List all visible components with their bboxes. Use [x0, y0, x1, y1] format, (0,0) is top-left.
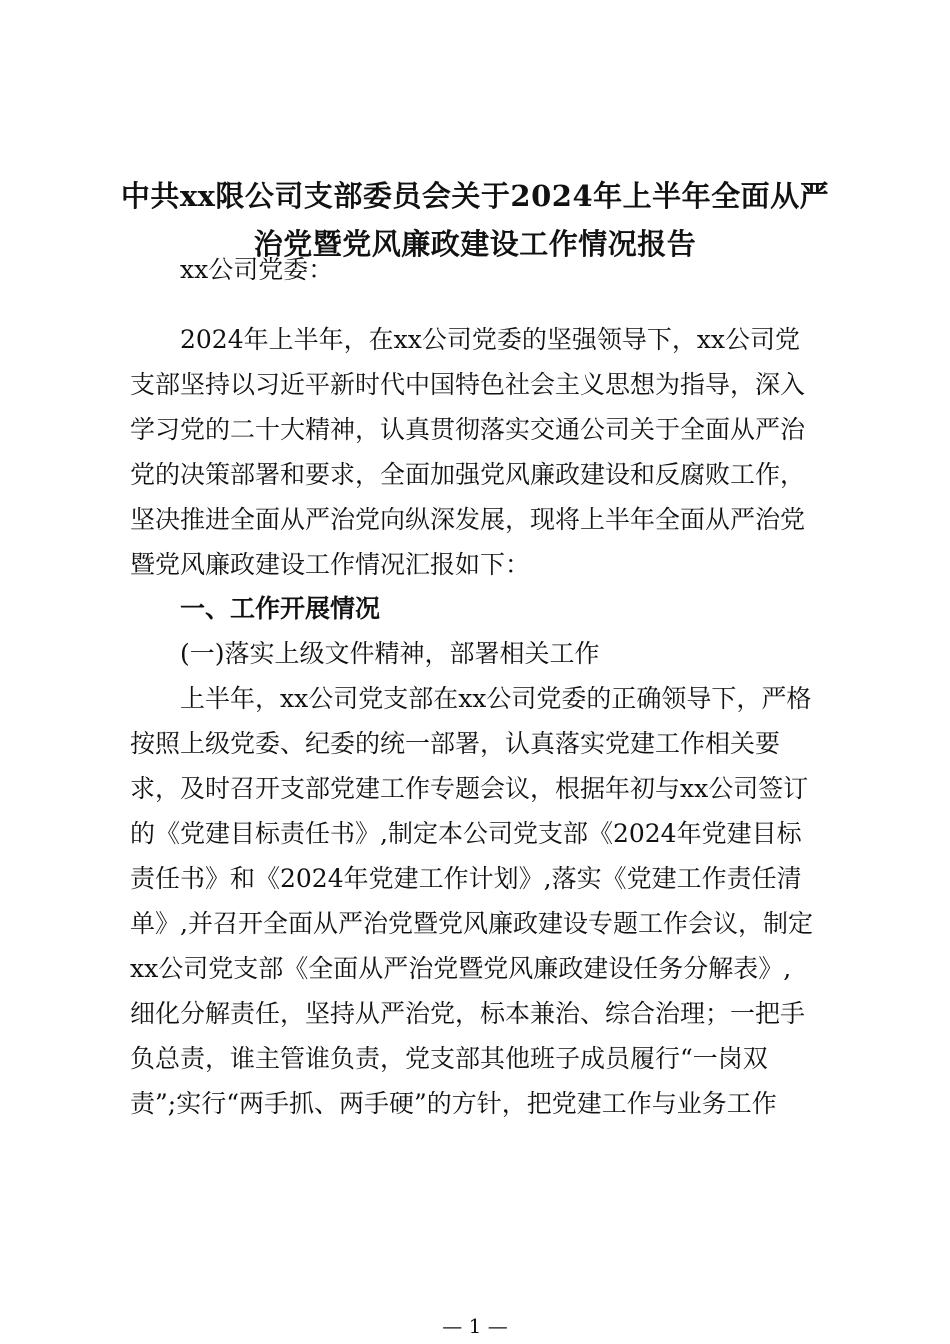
body-line: 责”;实行“两手抓、两手硬”的方针，把党建工作与业务工作: [130, 1089, 777, 1118]
body-line: 细化分解责任，坚持从严治党，标本兼治、综合治理；一把手: [130, 999, 806, 1028]
intro-line: 坚决推进全面从严治党向纵深发展，现将上半年全面从严治党: [130, 505, 806, 534]
intro-line: 2024年上半年，在xx公司党委的坚强领导下，xx公司党: [180, 325, 801, 354]
salutation: xx公司党委：: [180, 255, 334, 284]
body-line: 负总责，谁主管谁负责，党支部其他班子成员履行“一岗双: [130, 1044, 768, 1073]
section-heading: 一、工作开展情况: [180, 594, 381, 623]
intro-line: 学习党的二十大精神，认真贯彻落实交通公司关于全面从严治: [130, 415, 806, 444]
intro-line: 党的决策部署和要求，全面加强党风廉政建设和反腐败工作，: [130, 460, 806, 489]
document-title-line-1: 中共xx限公司支部委员会关于2024年上半年全面从严: [120, 179, 830, 213]
body-line: 求，及时召开支部党建工作专题会议，根据年初与xx公司签订: [130, 774, 809, 803]
body-line: 单》,并召开全面从严治党暨党风廉政建设专题工作会议，制定: [130, 909, 813, 938]
subsection-heading: (一)落实上级文件精神，部署相关工作: [180, 639, 600, 668]
body-line: 上半年，xx公司党支部在xx公司党委的正确领导下，严格: [180, 684, 812, 713]
body-line: 的《党建目标责任书》,制定本公司党支部《2024年党建目标: [130, 819, 802, 848]
body-line: 按照上级党委、纪委的统一部署，认真落实党建工作相关要: [130, 729, 781, 758]
body-line: xx公司党支部《全面从严治党暨党风廉政建设任务分解表》,: [130, 954, 792, 983]
document-title-line-2: 治党暨党风廉政建设工作情况报告: [253, 227, 697, 261]
page-number: — 1 —: [442, 1314, 508, 1338]
body-line: 责任书》和《2024年党建工作计划》,落实《党建工作责任清: [130, 864, 802, 893]
intro-line: 暨党风廉政建设工作情况汇报如下：: [130, 550, 531, 579]
intro-line: 支部坚持以习近平新时代中国特色社会主义思想为指导，深入: [130, 370, 806, 399]
